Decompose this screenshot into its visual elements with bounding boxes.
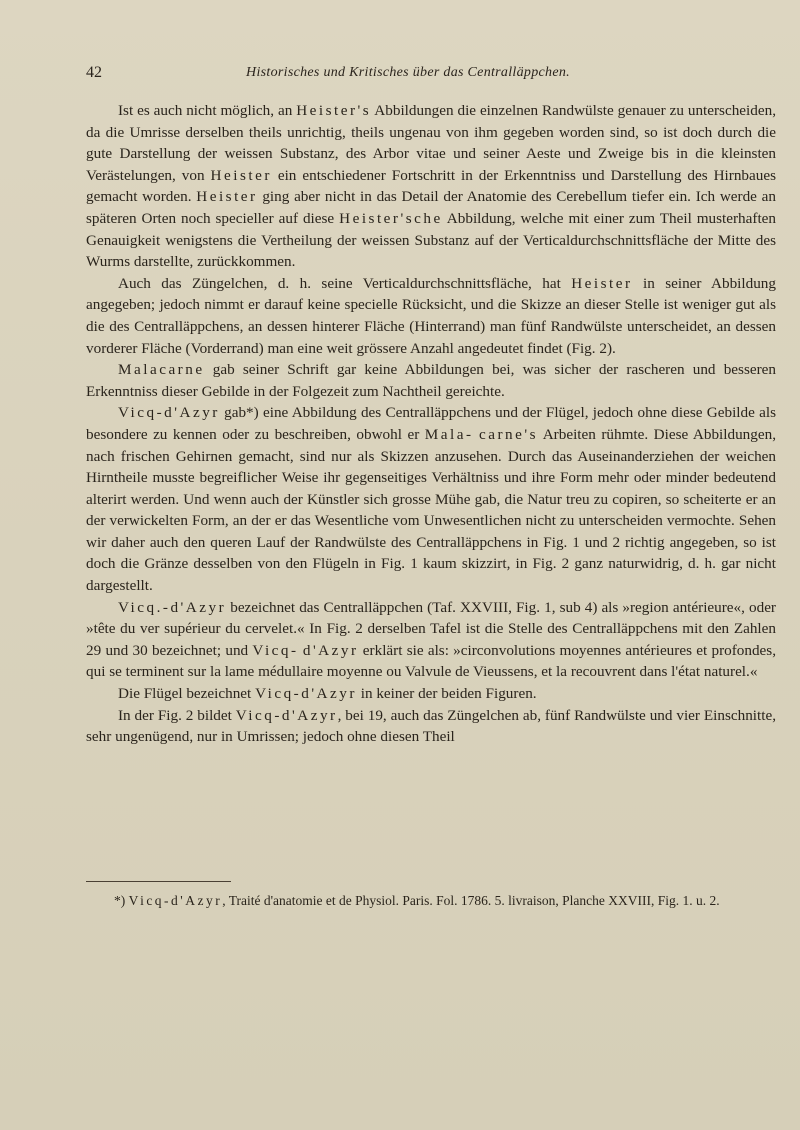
running-title: Historisches und Kritisches über das Centralläppchen.: [246, 65, 570, 80]
footnote-divider: [86, 881, 231, 882]
paragraph: Vicq-d'Azyr gab*) eine Abbildung des Centralläppchens und der Flügel, jedoch ohne diese Gebilde als besondere zu kennen oder zu beschreiben, obwohl er Mala- carne's Arbeiten rühmte. Diese Abbildungen, nach frischen Gehirnen gemacht, sind nur als Skizzen anzusehen. Durch das Auseinanderziehen der weichen Hirntheile musste begreiflicher Weise ihr gegenseitiges Verhältniss und ihre Form mehr oder minder bedeutend alterirt werden. Und wenn auch der Künstler sich grosse Mühe gab, die Natur treu zu copiren, so scheiterte er an der verwickelten Form, an der er das Wesentliche vom Unwesentlichen nicht zu unterscheiden vermochte. Sehen wir daher auch den queren Lauf der Randwülste des Centralläppchens in Fig. 1 und 2 richtig angegeben, so ist doch die Gränze desselben von den Flügeln in Fig. 1 kaum skizzirt, in Fig. 2 ganz naturwidrig, d. h. gar nicht dargestellt.: [86, 404, 776, 595]
spaced-name: Heister: [210, 166, 272, 184]
spaced-name: Heister: [196, 188, 258, 206]
spaced-name: Vicq-d'Azyr: [128, 893, 223, 908]
paragraph: Die Flügel bezeichnet Vicq-d'Azyr in keiner der beiden Figuren.: [118, 685, 537, 703]
footnote: *) Vicq-d'Azyr, Traité d'anatomie et de Physiol. Paris. Fol. 1786. 5. livraison, Planche XXVIII, Fig. 1. u. 2.: [114, 893, 720, 908]
spaced-name: carne's: [479, 425, 539, 443]
spaced-name: Vicq-: [252, 641, 299, 659]
paragraph: In der Fig. 2 bildet Vicq-d'Azyr, bei 19, auch das Züngelchen ab, fünf Randwülste und vier Einschnitte, sehr ungenügend, nur in Umrissen; jedoch ohne diesen Theil: [86, 706, 776, 746]
spaced-name: Mala-: [424, 425, 474, 443]
paragraph: Auch das Züngelchen, d. h. seine Verticaldurchschnittsfläche, hat Heister in seiner Abbildung angegeben; jedoch nimmt er darauf keine specielle Rücksicht, und die Skizze an dieser Stelle ist weniger gut als die des Centralläppchens, an dessen hinterer Fläche (Hinterrand) man fünf Randwülste unterscheidet, an dessen vorderer Fläche (Vorderrand) man eine weit grössere Anzahl angedeutet findet (Fig. 2).: [86, 274, 776, 357]
spaced-name: Vicq-d'Azyr: [235, 706, 338, 724]
paragraph: Ist es auch nicht möglich, an Heister's Abbildungen die einzelnen Randwülste genauer zu unterscheiden, da die Umrisse derselben theils unrichtig, theils ungenau von ihm gegeben worden sind, so ist doch durch die gute Darstellung der weissen Substanz, des Arbor vitae und seiner Aeste und Zweige bis in die kleinsten Verästelungen, von Heister ein entschiedener Fortschritt in der Erkenntniss und Darstellung des Hirnbaues gemacht worden. Heister ging aber nicht in das Detail der Anatomie des Cerebellum tiefer ein. Ich werde an späteren Orten noch specieller auf diese Heister'sche Abbildung, welche mit einer zum Theil musterhaften Genauigkeit wenigstens die Vertheilung der weissen Substanz auf der Verticaldurchschnittsfläche der Mitte des Wurms darstellte, zurückkommen.: [86, 102, 777, 271]
paragraph: Malacarne gab seiner Schrift gar keine Abbildungen bei, was sicher der rascheren und besseren Erkenntniss dieser Gebilde in der Folgezeit zum Nachtheil gereichte.: [86, 361, 776, 400]
spaced-name: Heister: [571, 274, 633, 292]
spaced-name: Vicq-d'Azyr: [255, 685, 357, 703]
spaced-name: Heister's: [296, 102, 372, 119]
main-text: [86, 100, 776, 748]
spaced-name: Vicq.-d'Azyr: [118, 598, 227, 616]
spaced-name: Vicq-d'Azyr: [118, 404, 220, 422]
paragraph: Vicq.-d'Azyr bezeichnet das Centralläppchen (Taf. XXVIII, Fig. 1, sub 4) als »region antérieure«, oder »tête du ver supérieur du cervelet.« In Fig. 2 derselben Tafel ist die Stelle des Centralläppchens mit den Zahlen 29 und 30 bezeichnet; und Vicq- d'Azyr erklärt sie als: »circonvolutions moyennes antérieures et profondes, qui se terminent sur la lame médullaire moyenne ou Valvule de Vieussens, et la recouvrent dans l'état naturel.«: [86, 598, 777, 681]
page-number: 42: [86, 64, 102, 81]
spaced-name: Heister'sche: [339, 209, 443, 227]
spaced-name: d'Azyr: [302, 641, 359, 659]
page-header: [86, 64, 730, 86]
spaced-name: Malacarne: [118, 361, 205, 379]
